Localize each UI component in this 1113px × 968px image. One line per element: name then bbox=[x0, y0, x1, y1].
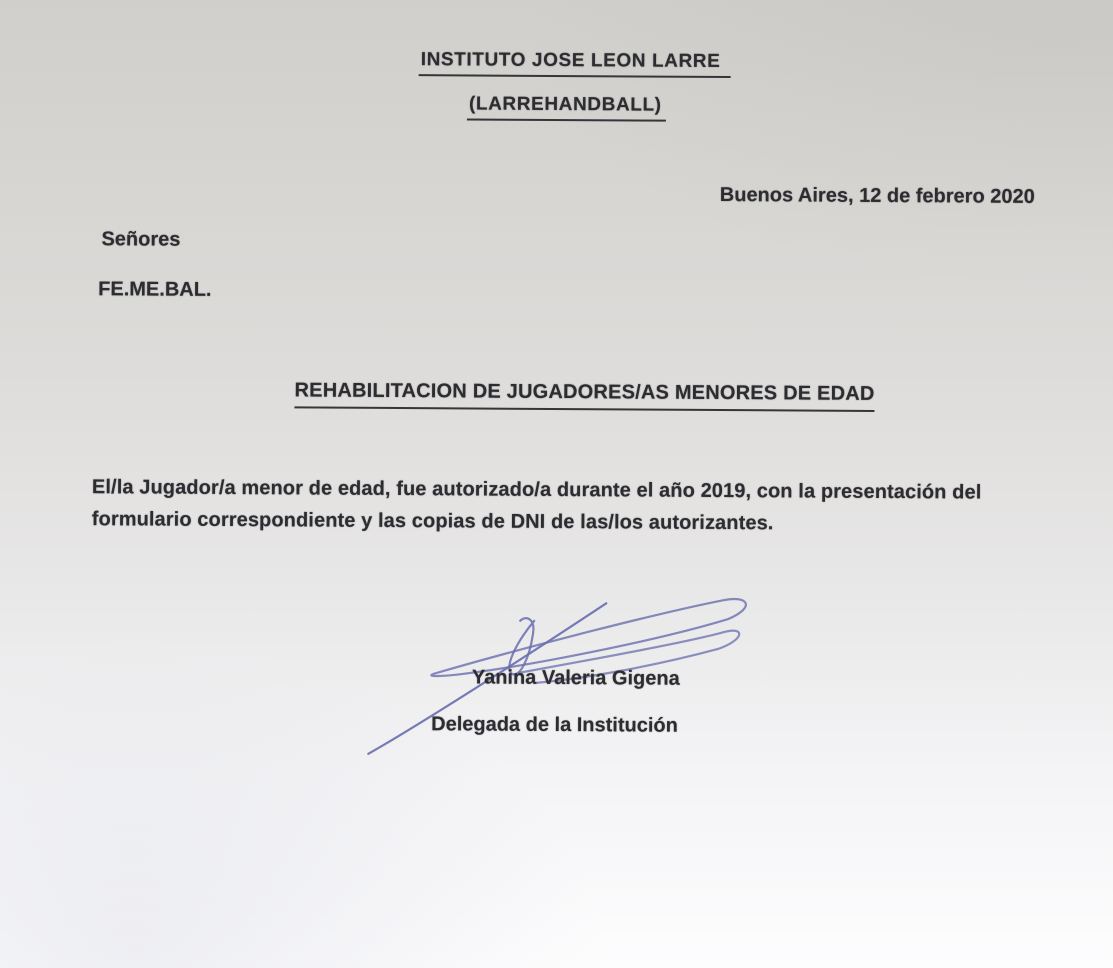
body-paragraph-line-2: formulario correspondiente y las copias de DNI de las/los autorizantes. bbox=[91, 508, 774, 535]
dateline: Buenos Aires, 12 de febrero 2020 bbox=[719, 183, 1035, 208]
recipient-organization: FE.ME.BAL. bbox=[98, 278, 212, 301]
subject-line: REHABILITACION DE JUGADORES/AS MENORES DE EDAD bbox=[294, 379, 874, 412]
institution-name: INSTITUTO JOSE LEON LARRE bbox=[419, 49, 731, 78]
recipient-salutation: Señores bbox=[101, 228, 181, 251]
signatory-name: Yanina Valeria Gigena bbox=[471, 666, 680, 690]
signatory-title: Delegada de la Institución bbox=[431, 713, 678, 737]
body-paragraph-line-1: El/la Jugador/a menor de edad, fue autorizado/a durante el año 2019, con la presentación del bbox=[91, 476, 982, 504]
institution-subtitle: (LARREHANDBALL) bbox=[467, 93, 666, 121]
